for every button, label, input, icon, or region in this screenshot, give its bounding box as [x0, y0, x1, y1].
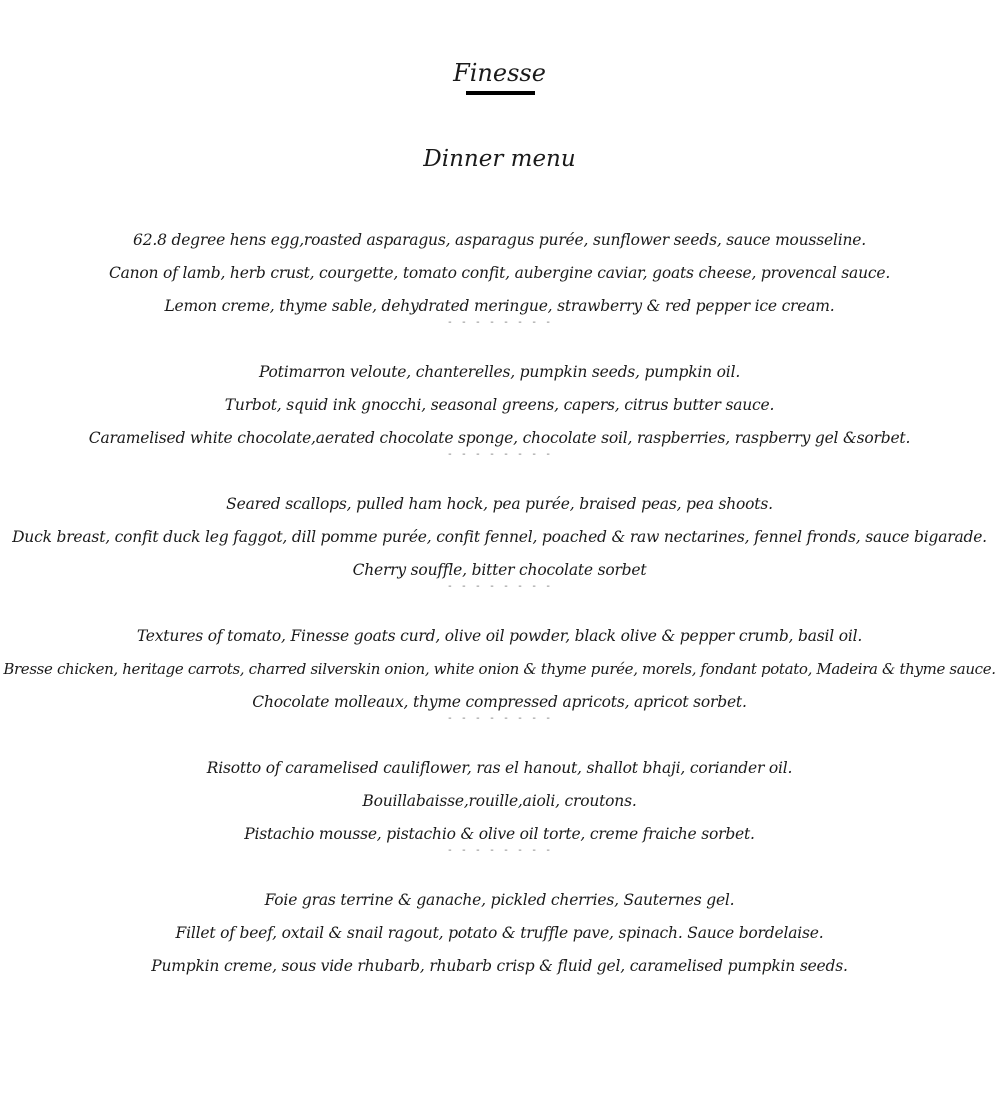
course-separator: - - - - - - - -: [446, 317, 553, 328]
restaurant-name: Finesse: [453, 59, 546, 87]
course-separator: - - - - - - - -: [446, 581, 553, 592]
dish-dessert: Pumpkin creme, sous vide rhubarb, rhubarb crisp & fluid gel, caramelised pumpkin seeds.: [151, 957, 848, 975]
dish-main: Bouillabaisse,rouille,aioli, croutons.: [362, 792, 637, 810]
dish-dessert: Caramelised white chocolate,aerated chocolate sponge, chocolate soil, raspberries, raspberry gel &sorbet.: [88, 429, 911, 447]
dish-dessert: Chocolate molleaux, thyme compressed apricots, apricot sorbet.: [252, 693, 747, 711]
dish-main: Canon of lamb, herb crust, courgette, tomato confit, aubergine caviar, goats cheese, provencal sauce.: [108, 264, 891, 282]
dish-dessert: Lemon creme, thyme sable, dehydrated meringue, strawberry & red pepper ice cream.: [164, 297, 835, 315]
dish-main: Duck breast, confit duck leg faggot, dill pomme purée, confit fennel, poached & raw nectarines, fennel fronds, sauce bigarade.: [12, 528, 987, 546]
menu-title: Dinner menu: [423, 146, 576, 172]
dish-starter: Risotto of caramelised cauliflower, ras el hanout, shallot bhaji, coriander oil.: [206, 759, 793, 777]
course-group-3: [0, 488, 999, 593]
course-group-5: [0, 752, 999, 857]
dish-starter: Foie gras terrine & ganache, pickled cherries, Sauternes gel.: [264, 891, 735, 909]
title-underline: [466, 91, 535, 95]
course-group-6: [0, 884, 999, 983]
dish-dessert: Pistachio mousse, pistachio & olive oil torte, creme fraiche sorbet.: [244, 825, 755, 843]
course-list: [0, 224, 999, 983]
dish-main: Fillet of beef, oxtail & snail ragout, potato & truffle pave, spinach. Sauce bordelaise.: [175, 924, 824, 942]
course-separator: - - - - - - - -: [446, 449, 553, 460]
dish-starter: Potimarron veloute, chanterelles, pumpkin seeds, pumpkin oil.: [258, 363, 741, 381]
course-group-4: [0, 620, 999, 725]
dish-dessert: Cherry souffle, bitter chocolate sorbet: [352, 561, 647, 579]
dish-starter: 62.8 degree hens egg,roasted asparagus, asparagus purée, sunflower seeds, sauce mousseline.: [133, 231, 866, 249]
dish-starter: Seared scallops, pulled ham hock, pea purée, braised peas, pea shoots.: [226, 495, 773, 513]
dish-starter: Textures of tomato, Finesse goats curd, olive oil powder, black olive & pepper crumb, basil oil.: [136, 627, 863, 645]
course-group-1: [0, 224, 999, 329]
course-group-2: [0, 356, 999, 461]
course-separator: - - - - - - - -: [446, 713, 553, 724]
dish-main: Turbot, squid ink gnocchi, seasonal greens, capers, citrus butter sauce.: [224, 396, 775, 414]
dish-main: Bresse chicken, heritage carrots, charred silverskin onion, white onion & thyme purée, morels, fondant potato, Madeira & thyme sauce.: [3, 660, 996, 678]
course-separator: - - - - - - - -: [446, 845, 553, 856]
